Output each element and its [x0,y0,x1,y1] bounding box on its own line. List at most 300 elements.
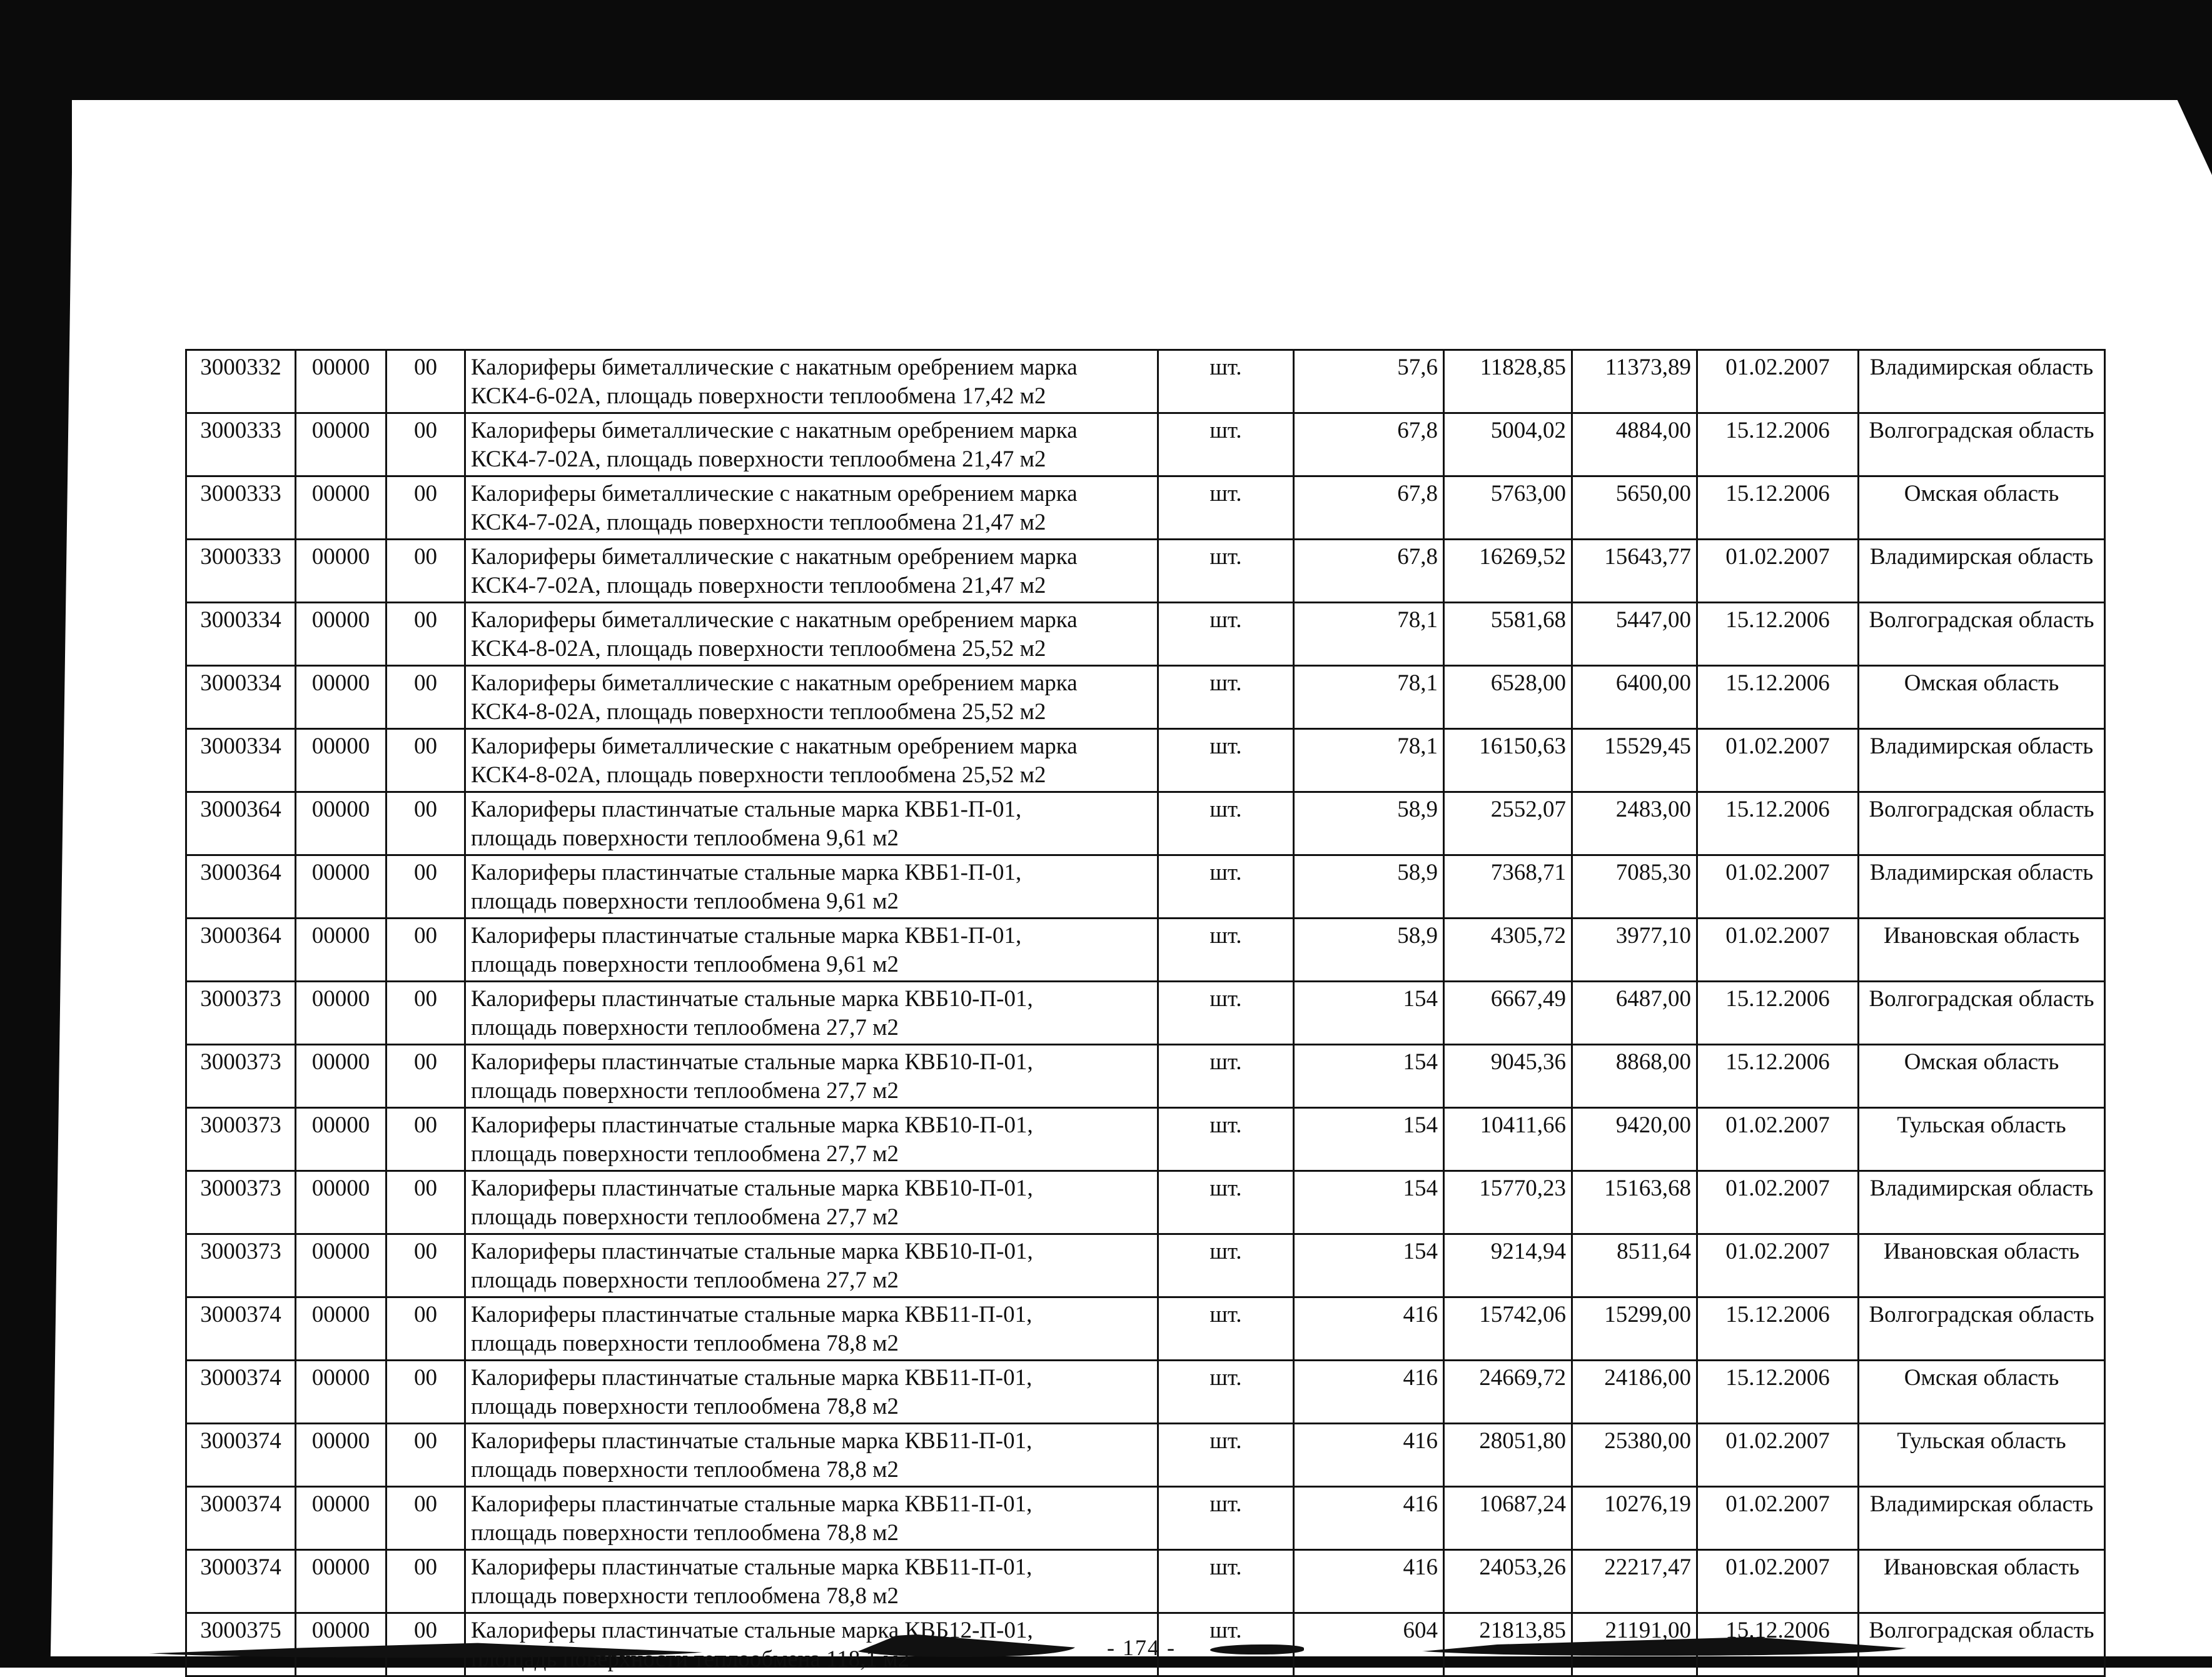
row-price2: 6400,00 [1615,670,1691,696]
table-row [186,350,2105,413]
region-cell [1859,1613,2105,1676]
resource-code-cell [186,1424,296,1487]
row-desc1: Калориферы пластинчатые стальные марка КВБ1-П-01, [471,797,1022,822]
row-sub: 00000 [311,481,370,506]
row-date: 15.12.2006 [1725,607,1830,633]
row-sub: 00000 [311,1112,370,1138]
description-cell [465,1487,1158,1550]
row-price2: 15643,77 [1604,544,1691,570]
price-cell [1572,1234,1697,1297]
row-code: 3000375 [200,1618,281,1643]
row-desc1: Калориферы биметаллические с накатным оребрением марка [471,355,1078,380]
sub-code-cell [296,855,386,919]
sub-code-cell [296,982,386,1045]
row-date: 15.12.2006 [1725,986,1830,1012]
sub-code-cell [296,1297,386,1361]
price-with-vat-cell [1444,1613,1572,1676]
weight-cell [1294,792,1444,855]
unit-cell [1158,1487,1294,1550]
description-cell [465,1361,1158,1424]
row-date: 01.02.2007 [1725,1176,1830,1201]
row-sub: 00000 [311,1618,370,1643]
date-cell [1697,1613,1859,1676]
weight-cell [1294,1487,1444,1550]
resource-code-cell [186,1234,296,1297]
price-cell [1572,855,1697,919]
row-z: 00 [414,607,437,633]
price-cell [1572,1045,1697,1108]
row-unit: шт. [1210,797,1242,822]
row-desc2: КСК4-8-02А, площадь поверхности теплообмена 25,52 м2 [471,762,1046,788]
row-code: 3000373 [200,1112,281,1138]
region-cell [1859,1108,2105,1171]
suffix-code-cell [386,1424,465,1487]
row-desc2: площадь поверхности теплообмена 118,1 м2 [471,1646,910,1672]
suffix-code-cell [386,413,465,476]
date-cell [1697,1297,1859,1361]
unit-cell [1158,1613,1294,1676]
row-desc2: площадь поверхности теплообмена 9,61 м2 [471,825,899,851]
row-price1: 16269,52 [1479,544,1566,570]
row-price2: 15529,45 [1604,733,1691,759]
row-desc1: Калориферы пластинчатые стальные марка КВБ11-П-01, [471,1554,1033,1580]
resource-code-cell [186,1550,296,1613]
row-desc1: Калориферы биметаллические с накатным оребрением марка [471,733,1078,759]
weight-cell [1294,919,1444,982]
row-weight: 67,8 [1397,544,1438,570]
description-cell [465,1424,1158,1487]
unit-cell [1158,855,1294,919]
row-unit: шт. [1210,1239,1242,1264]
region-cell [1859,982,2105,1045]
price-cell [1572,666,1697,729]
row-desc1: Калориферы пластинчатые стальные марка КВБ10-П-01, [471,986,1033,1012]
sub-code-cell [296,603,386,666]
row-weight: 67,8 [1397,418,1438,443]
row-region: Тульская область [1897,1428,2066,1454]
row-desc2: площадь поверхности теплообмена 27,7 м2 [471,1267,899,1293]
row-code: 3000364 [200,860,281,885]
row-desc2: площадь поверхности теплообмена 27,7 м2 [471,1078,899,1104]
row-region: Владимирская область [1869,544,2094,570]
table-row [186,540,2105,603]
resource-code-cell [186,1171,296,1234]
row-z: 00 [414,1428,437,1454]
row-price2: 24186,00 [1604,1365,1691,1391]
row-region: Владимирская область [1869,860,2094,885]
unit-cell [1158,1550,1294,1613]
price-cell [1572,476,1697,540]
suffix-code-cell [386,1361,465,1424]
table-row [186,1108,2105,1171]
price-with-vat-cell [1444,919,1572,982]
row-desc2: площадь поверхности теплообмена 9,61 м2 [471,952,899,977]
row-price2: 21191,00 [1605,1618,1691,1643]
resource-code-cell [186,350,296,413]
row-desc2: площадь поверхности теплообмена 78,8 м2 [471,1520,899,1546]
resource-code-cell [186,603,296,666]
price-with-vat-cell [1444,540,1572,603]
row-desc2: КСК4-6-02А, площадь поверхности теплообмена 17,42 м2 [471,383,1046,409]
weight-cell [1294,1613,1444,1676]
row-z: 00 [414,1365,437,1391]
region-cell [1859,792,2105,855]
row-sub: 00000 [311,1491,370,1517]
resource-code-cell [186,1487,296,1550]
weight-cell [1294,1171,1444,1234]
scan-border-right [2174,94,2212,175]
row-z: 00 [414,481,437,506]
region-cell [1859,1487,2105,1550]
weight-cell [1294,1045,1444,1108]
row-price2: 22217,47 [1604,1554,1691,1580]
price-cell [1572,982,1697,1045]
row-region: Волгоградская область [1869,797,2094,822]
row-region: Омская область [1904,1365,2059,1391]
sub-code-cell [296,919,386,982]
row-code: 3000333 [200,481,281,506]
table-row [186,1487,2105,1550]
row-unit: шт. [1210,1302,1242,1327]
description-cell [465,413,1158,476]
row-sub: 00000 [311,1239,370,1264]
row-price1: 24669,72 [1479,1365,1566,1391]
price-with-vat-cell [1444,603,1572,666]
row-desc2: площадь поверхности теплообмена 78,8 м2 [471,1394,899,1419]
row-date: 01.02.2007 [1725,733,1830,759]
price-with-vat-cell [1444,855,1572,919]
row-price2: 6487,00 [1615,986,1691,1012]
row-z: 00 [414,1302,437,1327]
weight-cell [1294,413,1444,476]
table-row [186,1234,2105,1297]
date-cell [1697,1424,1859,1487]
price-with-vat-cell [1444,792,1572,855]
region-cell [1859,1045,2105,1108]
row-price1: 6667,49 [1490,986,1566,1012]
row-z: 00 [414,1491,437,1517]
date-cell [1697,1361,1859,1424]
price-cell [1572,729,1697,792]
row-price1: 28051,80 [1479,1428,1566,1454]
row-z: 00 [414,1554,437,1580]
resource-code-cell [186,1045,296,1108]
row-price2: 15299,00 [1604,1302,1691,1327]
row-unit: шт. [1210,986,1242,1012]
resource-code-cell [186,1613,296,1676]
description-cell [465,1297,1158,1361]
region-cell [1859,1171,2105,1234]
resource-code-cell [186,855,296,919]
date-cell [1697,1171,1859,1234]
table-row [186,1424,2105,1487]
date-cell [1697,1550,1859,1613]
table-row [186,603,2105,666]
sub-code-cell [296,1613,386,1676]
sub-code-cell [296,1045,386,1108]
row-price1: 9214,94 [1490,1239,1566,1264]
weight-cell [1294,855,1444,919]
row-code: 3000364 [200,923,281,949]
unit-cell [1158,603,1294,666]
row-desc1: Калориферы пластинчатые стальные марка КВБ1-П-01, [471,860,1022,885]
row-code: 3000334 [200,607,281,633]
sub-code-cell [296,792,386,855]
price-with-vat-cell [1444,1297,1572,1361]
resource-code-cell [186,792,296,855]
description-cell [465,855,1158,919]
row-code: 3000374 [200,1302,281,1327]
row-z: 00 [414,355,437,380]
row-unit: шт. [1210,1365,1242,1391]
price-cell [1572,1171,1697,1234]
suffix-code-cell [386,792,465,855]
description-cell [465,982,1158,1045]
row-price1: 15770,23 [1479,1176,1566,1201]
row-weight: 416 [1403,1365,1438,1391]
weight-cell [1294,1108,1444,1171]
description-cell [465,919,1158,982]
row-sub: 00000 [311,797,370,822]
price-with-vat-cell [1444,476,1572,540]
region-cell [1859,1361,2105,1424]
row-desc2: площадь поверхности теплообмена 27,7 м2 [471,1015,899,1040]
table-row [186,792,2105,855]
row-desc2: КСК4-8-02А, площадь поверхности теплообмена 25,52 м2 [471,699,1046,725]
row-price1: 21813,85 [1479,1618,1566,1643]
suffix-code-cell [386,919,465,982]
price-with-vat-cell [1444,1045,1572,1108]
row-region: Волгоградская область [1869,418,2094,443]
date-cell [1697,350,1859,413]
price-cell [1572,1361,1697,1424]
row-unit: шт. [1210,355,1242,380]
row-price1: 15742,06 [1479,1302,1566,1327]
unit-cell [1158,1424,1294,1487]
price-cell [1572,350,1697,413]
weight-cell [1294,1424,1444,1487]
row-weight: 58,9 [1397,797,1438,822]
row-price2: 9420,00 [1615,1112,1691,1138]
unit-cell [1158,729,1294,792]
row-unit: шт. [1210,1554,1242,1580]
row-z: 00 [414,418,437,443]
row-price1: 5004,02 [1490,418,1566,443]
row-unit: шт. [1210,607,1242,633]
table-row [186,476,2105,540]
row-weight: 154 [1403,1239,1438,1264]
table-row [186,666,2105,729]
date-cell [1697,982,1859,1045]
row-price1: 7368,71 [1490,860,1566,885]
row-z: 00 [414,733,437,759]
row-weight: 154 [1403,1176,1438,1201]
weight-cell [1294,1361,1444,1424]
unit-cell [1158,1045,1294,1108]
table-row [186,1550,2105,1613]
suffix-code-cell [386,1234,465,1297]
resource-code-cell [186,919,296,982]
price-with-vat-cell [1444,1234,1572,1297]
row-desc2: площадь поверхности теплообмена 78,8 м2 [471,1583,899,1609]
row-desc1: Калориферы биметаллические с накатным оребрением марка [471,418,1078,443]
row-sub: 00000 [311,1554,370,1580]
price-cell [1572,1108,1697,1171]
row-sub: 00000 [311,986,370,1012]
suffix-code-cell [386,982,465,1045]
row-region: Омская область [1904,670,2059,696]
suffix-code-cell [386,350,465,413]
description-cell [465,729,1158,792]
region-cell [1859,413,2105,476]
row-weight: 416 [1403,1428,1438,1454]
date-cell [1697,1234,1859,1297]
row-desc1: Калориферы биметаллические с накатным оребрением марка [471,607,1078,633]
unit-cell [1158,413,1294,476]
price-with-vat-cell [1444,666,1572,729]
row-desc1: Калориферы пластинчатые стальные марка КВБ12-П-01, [471,1618,1033,1643]
weight-cell [1294,1234,1444,1297]
row-region: Ивановская область [1884,1554,2079,1580]
unit-cell [1158,666,1294,729]
row-unit: шт. [1210,1428,1242,1454]
description-cell [465,603,1158,666]
resource-code-cell [186,540,296,603]
row-z: 00 [414,860,437,885]
row-weight: 416 [1403,1554,1438,1580]
table-row [186,1297,2105,1361]
description-cell [465,540,1158,603]
unit-cell [1158,1297,1294,1361]
row-region: Ивановская область [1884,1239,2079,1264]
row-desc1: Калориферы пластинчатые стальные марка КВБ10-П-01, [471,1049,1033,1075]
row-unit: шт. [1210,860,1242,885]
row-weight: 604 [1403,1618,1438,1643]
price-with-vat-cell [1444,1108,1572,1171]
description-cell [465,476,1158,540]
row-price1: 6528,00 [1490,670,1566,696]
row-sub: 00000 [311,1428,370,1454]
row-price2: 11373,89 [1605,355,1691,380]
region-cell [1859,1297,2105,1361]
row-desc2: площадь поверхности теплообмена 27,7 м2 [471,1141,899,1167]
weight-cell [1294,603,1444,666]
row-z: 00 [414,1618,437,1643]
suffix-code-cell [386,476,465,540]
price-table-body [186,350,2105,1676]
row-price2: 5650,00 [1615,481,1691,506]
unit-cell [1158,982,1294,1045]
row-desc2: площадь поверхности теплообмена 27,7 м2 [471,1204,899,1230]
row-unit: шт. [1210,923,1242,949]
date-cell [1697,666,1859,729]
description-cell [465,1550,1158,1613]
row-region: Владимирская область [1869,1176,2094,1201]
row-sub: 00000 [311,733,370,759]
table-row [186,1171,2105,1234]
row-price1: 4305,72 [1490,923,1566,949]
row-code: 3000333 [200,544,281,570]
row-region: Омская область [1904,481,2059,506]
price-cell [1572,1613,1697,1676]
region-cell [1859,350,2105,413]
row-code: 3000374 [200,1365,281,1391]
row-code: 3000374 [200,1491,281,1517]
row-price1: 5581,68 [1490,607,1566,633]
row-desc2: площадь поверхности теплообмена 78,8 м2 [471,1331,899,1356]
price-with-vat-cell [1444,1487,1572,1550]
date-cell [1697,1045,1859,1108]
scan-border-left [0,94,72,1668]
row-code: 3000373 [200,986,281,1012]
description-cell [465,1171,1158,1234]
row-desc2: КСК4-7-02А, площадь поверхности теплообмена 21,47 м2 [471,510,1046,535]
resource-code-cell [186,476,296,540]
suffix-code-cell [386,603,465,666]
weight-cell [1294,729,1444,792]
row-date: 15.12.2006 [1725,1618,1830,1643]
row-weight: 78,1 [1397,733,1438,759]
row-date: 15.12.2006 [1725,797,1830,822]
row-date: 01.02.2007 [1725,544,1830,570]
row-sub: 00000 [311,1049,370,1075]
row-price2: 7085,30 [1615,860,1691,885]
row-price2: 25380,00 [1604,1428,1691,1454]
region-cell [1859,1550,2105,1613]
row-price1: 2552,07 [1490,797,1566,822]
row-desc2: КСК4-8-02А, площадь поверхности теплообмена 25,52 м2 [471,636,1046,662]
date-cell [1697,855,1859,919]
row-z: 00 [414,544,437,570]
price-with-vat-cell [1444,1171,1572,1234]
row-desc1: Калориферы пластинчатые стальные марка КВБ10-П-01, [471,1239,1033,1264]
suffix-code-cell [386,1613,465,1676]
row-z: 00 [414,797,437,822]
unit-cell [1158,1108,1294,1171]
resource-code-cell [186,1361,296,1424]
price-with-vat-cell [1444,1550,1572,1613]
weight-cell [1294,666,1444,729]
sub-code-cell [296,1361,386,1424]
unit-cell [1158,1361,1294,1424]
row-unit: шт. [1210,1176,1242,1201]
weight-cell [1294,350,1444,413]
row-unit: шт. [1210,1618,1242,1643]
description-cell [465,792,1158,855]
suffix-code-cell [386,666,465,729]
sub-code-cell [296,1108,386,1171]
date-cell [1697,540,1859,603]
row-weight: 416 [1403,1302,1438,1327]
sub-code-cell [296,350,386,413]
price-with-vat-cell [1444,413,1572,476]
row-region: Владимирская область [1869,355,2094,380]
row-date: 01.02.2007 [1725,1554,1830,1580]
description-cell [465,350,1158,413]
suffix-code-cell [386,1045,465,1108]
unit-cell [1158,1234,1294,1297]
resource-code-cell [186,1108,296,1171]
region-cell [1859,855,2105,919]
row-region: Волгоградская область [1869,986,2094,1012]
description-cell [465,1045,1158,1108]
date-cell [1697,476,1859,540]
row-region: Владимирская область [1869,1491,2094,1517]
row-unit: шт. [1210,733,1242,759]
row-sub: 00000 [311,1302,370,1327]
row-price1: 11828,85 [1480,355,1566,380]
row-desc1: Калориферы биметаллические с накатным оребрением марка [471,544,1078,570]
